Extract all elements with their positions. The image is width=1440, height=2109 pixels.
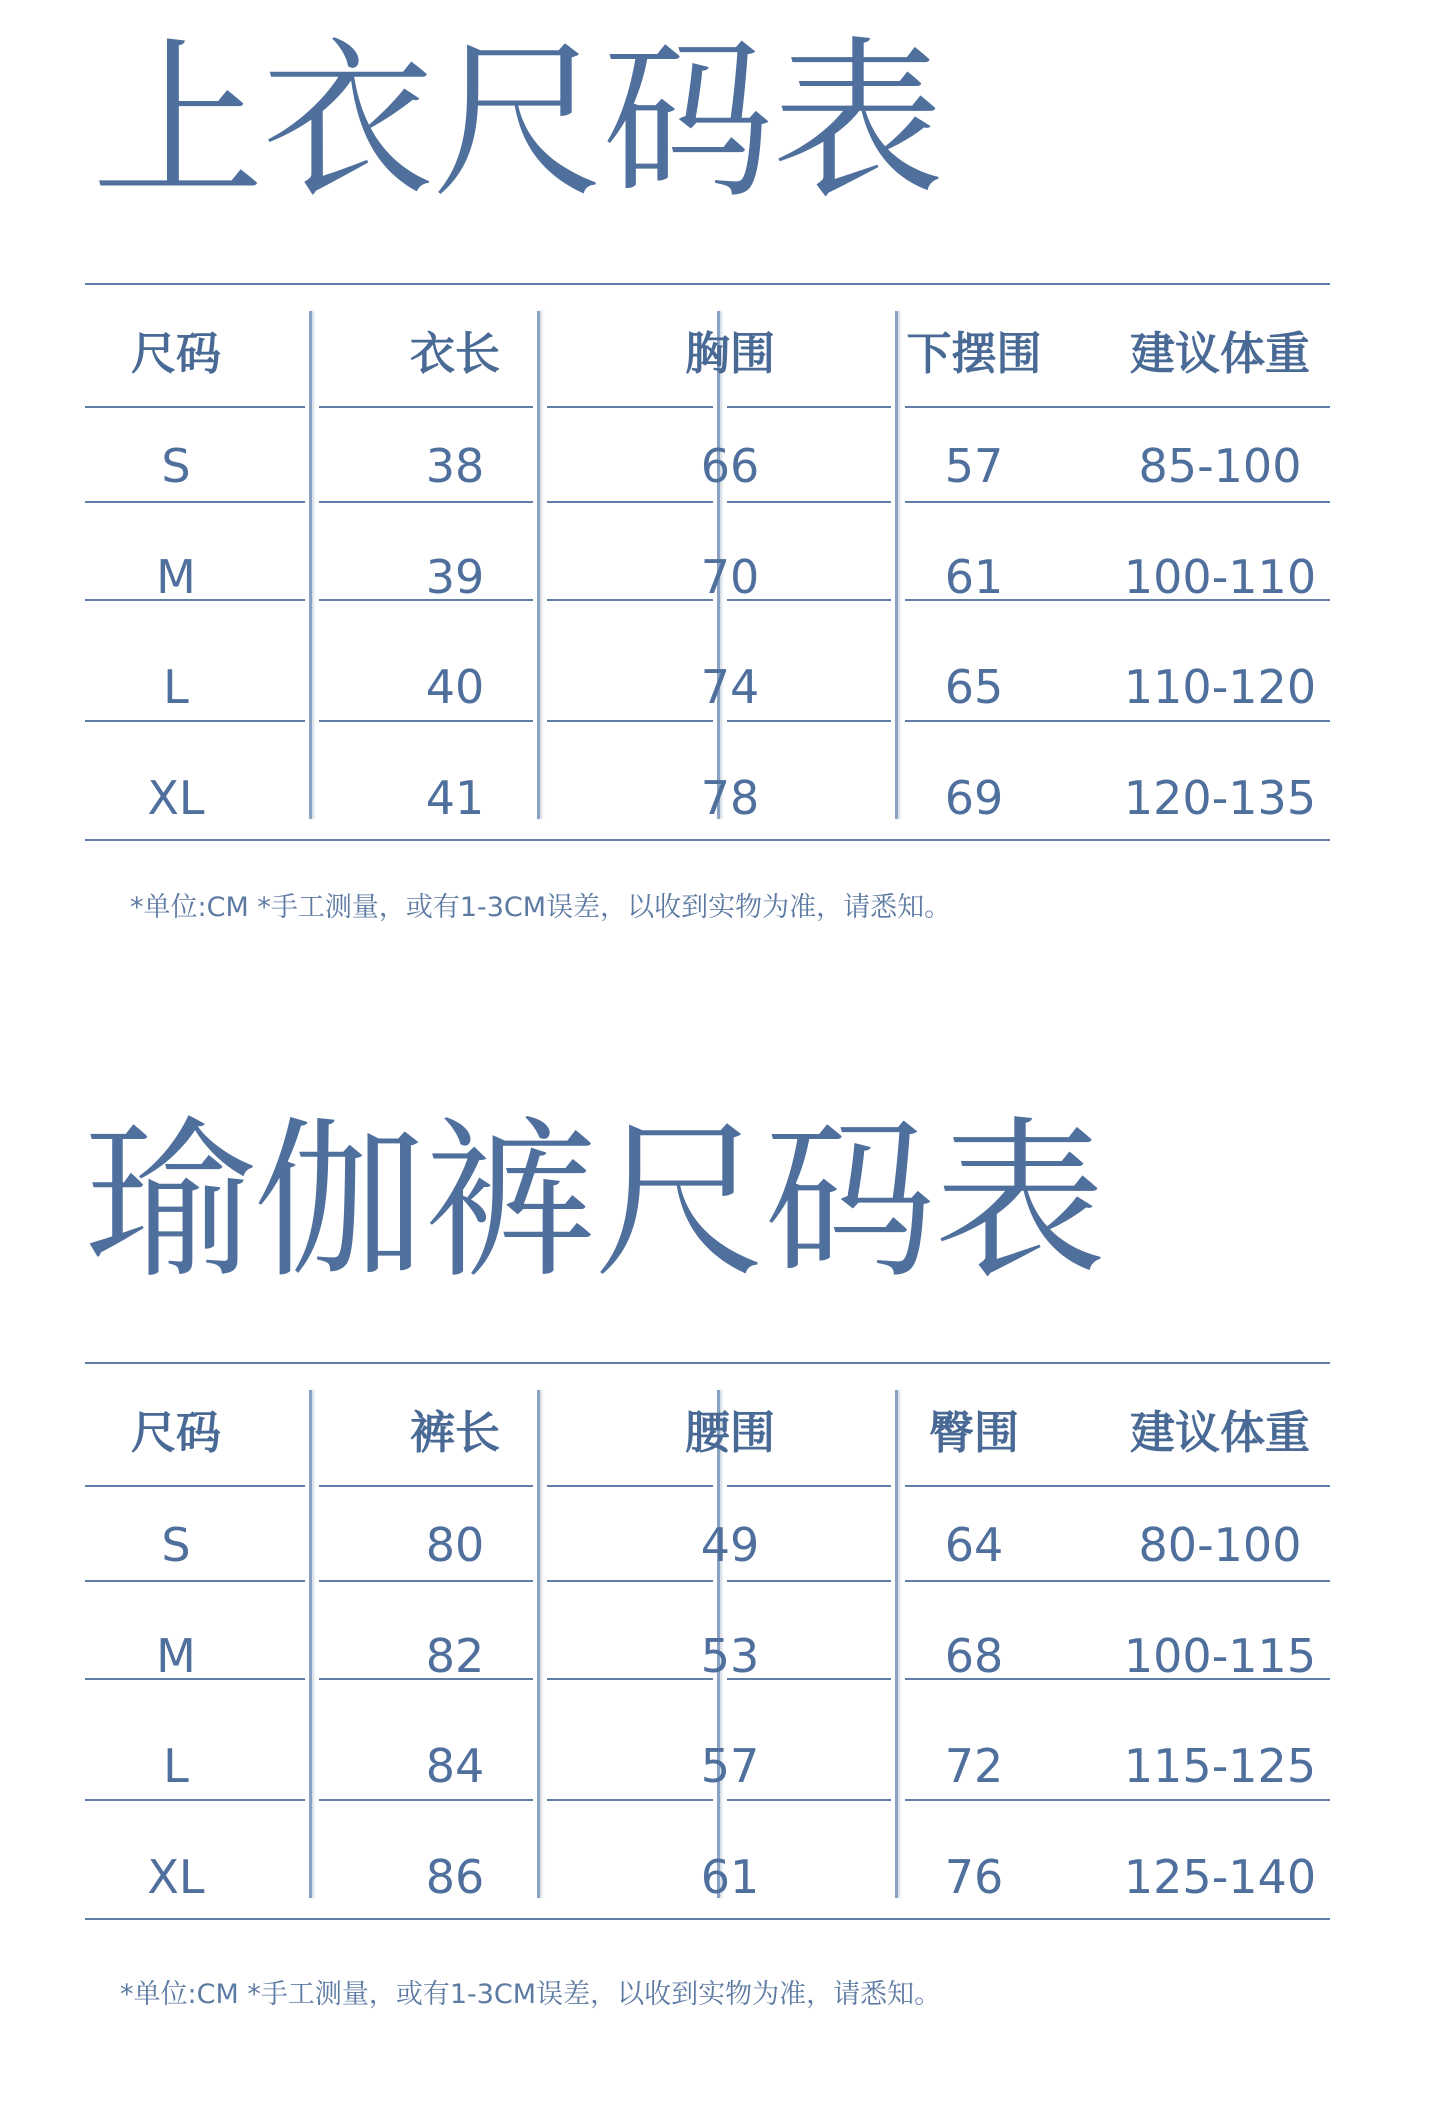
row-divider xyxy=(85,406,305,408)
column-header: 衣长 xyxy=(409,327,500,380)
table-cell: 38 xyxy=(425,439,485,493)
row-divider xyxy=(319,501,533,503)
row-divider xyxy=(85,501,305,503)
size-label-cell: L xyxy=(163,1739,189,1793)
row-divider xyxy=(727,720,891,722)
table-cell: 68 xyxy=(944,1629,1004,1683)
row-divider xyxy=(727,1485,891,1487)
row-divider xyxy=(319,1580,533,1582)
column-divider xyxy=(309,1390,312,1898)
table-cell: 61 xyxy=(944,550,1004,604)
table-cell: 82 xyxy=(425,1629,485,1683)
row-divider xyxy=(547,1799,713,1801)
column-header: 裤长 xyxy=(409,1406,500,1459)
row-divider xyxy=(319,720,533,722)
table-cell: 100-115 xyxy=(1123,1629,1317,1683)
table-cell: 78 xyxy=(700,771,760,825)
table-cell: 69 xyxy=(944,771,1004,825)
column-header: 尺码 xyxy=(130,327,221,380)
table-cell: 80-100 xyxy=(1138,1518,1302,1572)
table-cell: 100-110 xyxy=(1123,550,1317,604)
row-divider xyxy=(547,501,713,503)
row-divider xyxy=(319,1485,533,1487)
row-divider xyxy=(727,1799,891,1801)
row-divider xyxy=(85,1799,305,1801)
size-label-cell: XL xyxy=(147,771,205,825)
size-label-cell: S xyxy=(161,1518,191,1572)
table-cell: 74 xyxy=(700,660,760,714)
row-divider xyxy=(905,1799,1330,1801)
column-header: 尺码 xyxy=(130,1406,221,1459)
row-divider xyxy=(905,1485,1330,1487)
column-header: 建议体重 xyxy=(1129,1406,1310,1459)
column-divider xyxy=(309,311,312,819)
column-header: 建议体重 xyxy=(1129,327,1310,380)
size-label-cell: S xyxy=(161,439,191,493)
row-divider xyxy=(547,406,713,408)
table-cell: 41 xyxy=(425,771,485,825)
table-cell: 70 xyxy=(700,550,760,604)
row-divider xyxy=(319,1799,533,1801)
row-divider xyxy=(727,501,891,503)
table-cell: 115-125 xyxy=(1123,1739,1317,1793)
pants-size-table xyxy=(85,1362,1330,1918)
table-cell: 120-135 xyxy=(1123,771,1317,825)
table-cell: 85-100 xyxy=(1138,439,1302,493)
table-cell: 125-140 xyxy=(1123,1850,1317,1904)
table-cell: 86 xyxy=(425,1850,485,1904)
size-label-cell: L xyxy=(163,660,189,714)
row-divider xyxy=(547,720,713,722)
row-divider xyxy=(547,1580,713,1582)
table-cell: 80 xyxy=(425,1518,485,1572)
table-cell: 49 xyxy=(700,1518,760,1572)
row-divider xyxy=(905,501,1330,503)
column-header: 下摆围 xyxy=(906,327,1042,380)
pants-title: 瑜伽裤尺码表 xyxy=(84,1101,1104,1302)
size-label-cell: M xyxy=(156,550,196,604)
pants-note: *单位:CM *手工测量，或有1-3CM误差，以收到实物为准，请悉知。 xyxy=(120,1979,942,2010)
table-cell: 57 xyxy=(700,1739,760,1793)
table-cell: 39 xyxy=(425,550,485,604)
table-top-rule xyxy=(85,1362,1330,1364)
table-cell: 76 xyxy=(944,1850,1004,1904)
row-divider xyxy=(319,406,533,408)
table-cell: 40 xyxy=(425,660,485,714)
table-cell: 64 xyxy=(944,1518,1004,1572)
size-label-cell: M xyxy=(156,1629,196,1683)
row-divider xyxy=(85,1485,305,1487)
size-label-cell: XL xyxy=(147,1850,205,1904)
row-divider xyxy=(905,406,1330,408)
table-cell: 110-120 xyxy=(1123,660,1317,714)
tops-title: 上衣尺码表 xyxy=(92,21,942,222)
column-header: 臀围 xyxy=(928,1406,1019,1459)
table-cell: 61 xyxy=(700,1850,760,1904)
table-bottom-rule xyxy=(85,839,1330,841)
row-divider xyxy=(905,720,1330,722)
table-cell: 65 xyxy=(944,660,1004,714)
row-divider xyxy=(727,1580,891,1582)
table-bottom-rule xyxy=(85,1918,1330,1920)
column-header: 胸围 xyxy=(684,327,775,380)
table-cell: 72 xyxy=(944,1739,1004,1793)
table-top-rule xyxy=(85,283,1330,285)
column-header: 腰围 xyxy=(684,1406,775,1459)
row-divider xyxy=(727,406,891,408)
row-divider xyxy=(85,1580,305,1582)
tops-size-table xyxy=(85,283,1330,839)
table-cell: 66 xyxy=(700,439,760,493)
table-cell: 84 xyxy=(425,1739,485,1793)
tops-note: *单位:CM *手工测量，或有1-3CM误差，以收到实物为准，请悉知。 xyxy=(130,892,952,923)
table-cell: 53 xyxy=(700,1629,760,1683)
row-divider xyxy=(547,1485,713,1487)
table-cell: 57 xyxy=(944,439,1004,493)
row-divider xyxy=(85,720,305,722)
row-divider xyxy=(905,1580,1330,1582)
